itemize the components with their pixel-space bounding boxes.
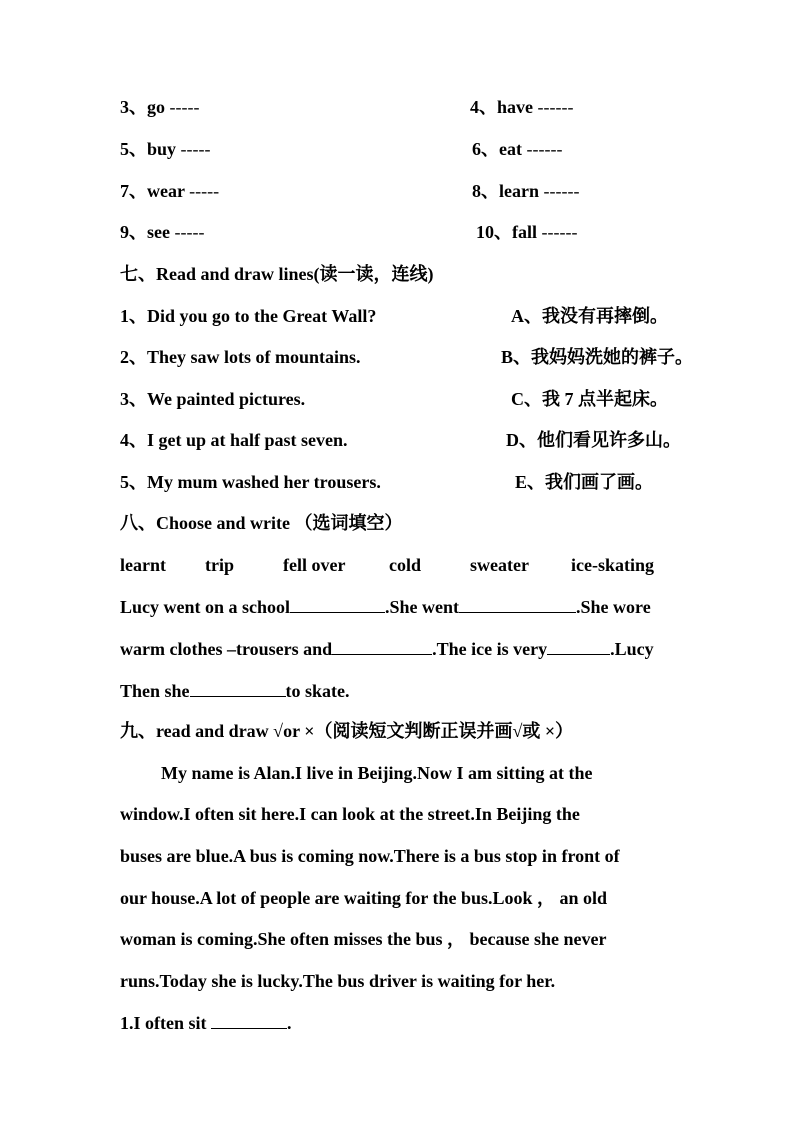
question-1 — [120, 1010, 292, 1035]
passage-line: runs.Today she is lucky.The bus driver is waiting for her. — [120, 971, 556, 991]
match-right-e: E、我们画了画。 — [515, 472, 654, 492]
match-right-b: B、我妈妈洗她的裤子。 — [501, 347, 694, 367]
verb-dash: ------ — [526, 139, 563, 159]
verb-item: 4、have — [470, 97, 533, 117]
verb-dash: ------ — [537, 97, 574, 117]
answer-blank[interactable] — [290, 594, 385, 613]
verb-dash: ------ — [543, 181, 580, 201]
word-bank-item: trip — [205, 555, 234, 575]
answer-blank[interactable] — [190, 678, 286, 697]
verb-row — [470, 95, 573, 119]
verb-item: 10、fall — [476, 222, 537, 242]
match-left-1: 1、Did you go to the Great Wall? — [120, 306, 377, 326]
verb-item: 5、buy — [120, 139, 177, 159]
word-bank-item: ice-skating — [571, 555, 654, 575]
verb-row — [120, 95, 199, 119]
passage-line: window.I often sit here.I can look at the street.In Beijing the — [120, 804, 580, 824]
verb-item: 9、see — [120, 222, 170, 242]
word-bank-item: cold — [389, 555, 422, 575]
match-left-3: 3、We painted pictures. — [120, 389, 306, 409]
fill-text: warm clothes –trousers and — [120, 639, 333, 659]
fill-line-2 — [120, 636, 654, 661]
answer-blank[interactable] — [547, 636, 610, 655]
passage-line: My name is Alan.I live in Beijing.Now I am sitting at the — [161, 763, 593, 783]
match-right-d: D、他们看见许多山。 — [506, 430, 681, 450]
verb-dash: ----- — [169, 97, 200, 117]
section8-title: 八、Choose and write （选词填空） — [120, 513, 403, 533]
match-right-c: C、我 7 点半起床。 — [511, 389, 668, 409]
verb-dash: ----- — [189, 181, 220, 201]
word-bank-item: fell over — [283, 555, 346, 575]
fill-line-3 — [120, 678, 350, 703]
passage-line: our house.A lot of people are waiting for the bus.Look ， an old — [120, 888, 608, 908]
word-bank-item: sweater — [470, 555, 529, 575]
verb-dash: ----- — [180, 139, 211, 159]
verb-row — [120, 137, 211, 161]
verb-row — [120, 220, 204, 244]
fill-text: .The ice is very — [432, 639, 548, 659]
verb-item: 8、learn — [472, 181, 539, 201]
fill-text: .She went — [385, 597, 460, 617]
fill-text: Lucy went on a school — [120, 597, 291, 617]
word-bank-item: learnt — [120, 555, 166, 575]
fill-text: .Lucy — [610, 639, 654, 659]
question-text: 1.I often sit — [120, 1013, 207, 1033]
fill-text: .She wore — [576, 597, 651, 617]
section7-title: 七、Read and draw lines(读一读，连线) — [120, 264, 434, 284]
section9-title: 九、read and draw √or ×（阅读短文判断正误并画√或 ×） — [120, 721, 574, 741]
verb-item: 7、wear — [120, 181, 185, 201]
question-end: . — [287, 1013, 292, 1033]
verb-dash: ----- — [174, 222, 205, 242]
verb-item: 6、eat — [472, 139, 522, 159]
match-left-5: 5、My mum washed her trousers. — [120, 472, 381, 492]
match-left-2: 2、They saw lots of mountains. — [120, 347, 361, 367]
verb-dash: ------ — [541, 222, 578, 242]
verb-row — [476, 220, 577, 244]
fill-line-1 — [120, 594, 720, 619]
verb-row — [472, 179, 579, 203]
verb-row — [120, 179, 219, 203]
verb-item: 3、go — [120, 97, 165, 117]
fill-text: to skate. — [285, 681, 350, 701]
fill-text: Then she — [120, 681, 190, 701]
answer-blank[interactable] — [211, 1010, 287, 1029]
match-right-a: A、我没有再摔倒。 — [511, 306, 668, 326]
verb-row — [472, 137, 562, 161]
answer-blank[interactable] — [459, 594, 576, 613]
answer-blank[interactable] — [332, 636, 432, 655]
passage-line: buses are blue.A bus is coming now.There is a bus stop in front of — [120, 846, 620, 866]
match-left-4: 4、I get up at half past seven. — [120, 430, 348, 450]
passage-line: woman is coming.She often misses the bus ， because she never — [120, 929, 607, 949]
